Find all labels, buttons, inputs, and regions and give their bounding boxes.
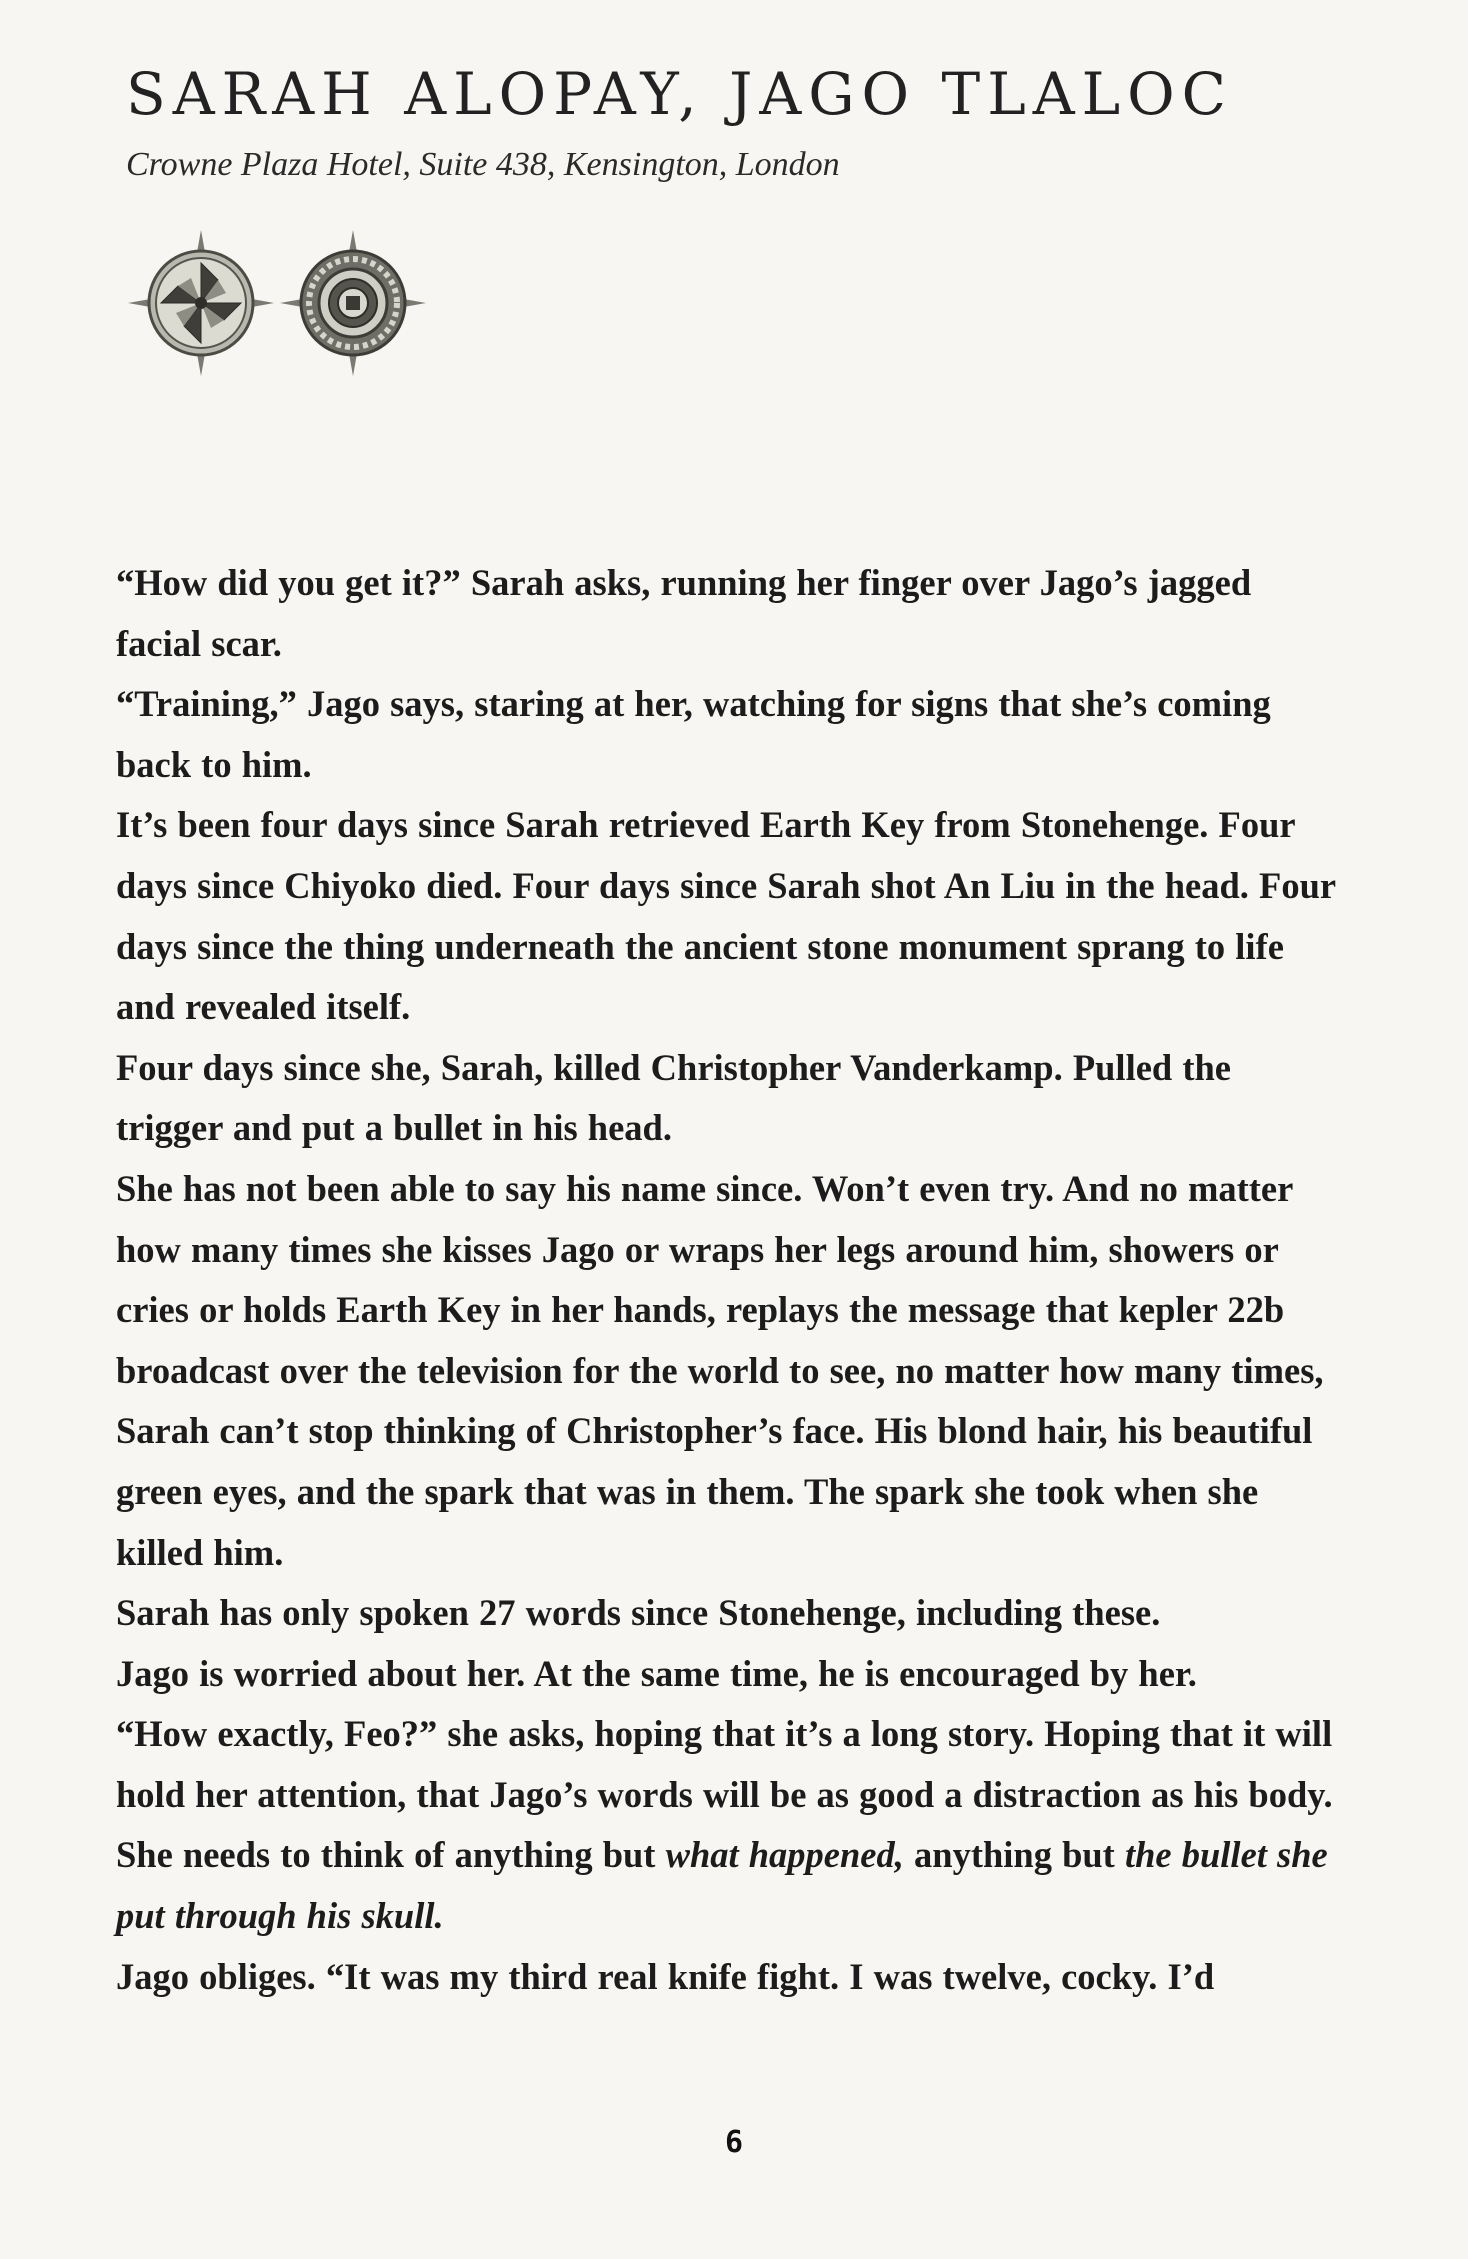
cahokian-pinwheel-emblem-icon [126, 228, 276, 378]
paragraph: Sarah has only spoken 27 words since Stonehenge, including these. [116, 1592, 1161, 1634]
paragraph: Jago is worried about her. At the same time, he is encouraged by her. [116, 1652, 1197, 1694]
player-emblems [126, 228, 446, 378]
paragraph-emphasis: what happened, [665, 1834, 904, 1876]
chapter-location: Crowne Plaza Hotel, Suite 438, Kensington, London [126, 146, 840, 183]
paragraph: It’s been four days since Sarah retrieved Earth Key from Stonehenge. Four days since Chiyoko died. Four days since Sarah shot An Liu in the head. Four days since the thing underneath the ancient stone monument sprang to life and revealed itself. [116, 804, 1336, 1028]
paragraph: “How did you get it?” Sarah asks, running her finger over Jago’s jagged facial scar. [116, 562, 1252, 664]
chapter-title: SARAH ALOPAY, JAGO TLALOC [126, 60, 1234, 128]
paragraph: Four days since she, Sarah, killed Christopher Vanderkamp. Pulled the trigger and put a bullet in his head. [116, 1046, 1231, 1149]
paragraph: Jago obliges. “It was my third real knife fight. I was twelve, cocky. I’d [116, 1955, 1215, 1997]
paragraph: “Training,” Jago says, staring at her, watching for signs that she’s coming back to him. [116, 683, 1271, 785]
paragraph: “How exactly, Feo?” she asks, hoping that it’s a long story. Hoping that it will hold her attention, that Jago’s words will be as good a distraction as his body. [116, 1713, 1333, 1815]
paragraph [116, 1825, 1346, 1946]
body-text [116, 553, 1346, 2007]
paragraph: She has not been able to say his name since. Won’t even try. And no matter how many times she kisses Jago or wraps her legs around him, showers or cries or holds Earth Key in her hands, replays the message that kepler 22b broadcast over the television for the world to see, no matter how many times, Sarah can’t stop thinking of Christopher’s face. His blond hair, his beautiful green eyes, and the spark that was in them. The spark she took when she killed him. [116, 1167, 1324, 1573]
paragraph-run: anything but [903, 1834, 1125, 1876]
olmec-ring-emblem-icon [278, 228, 428, 378]
page-number: 6 [724, 2125, 744, 2160]
paragraph-emphasis: the bullet she put through his skull. [116, 1834, 1328, 1937]
paragraph-run: She needs to think of anything but [116, 1834, 666, 1876]
